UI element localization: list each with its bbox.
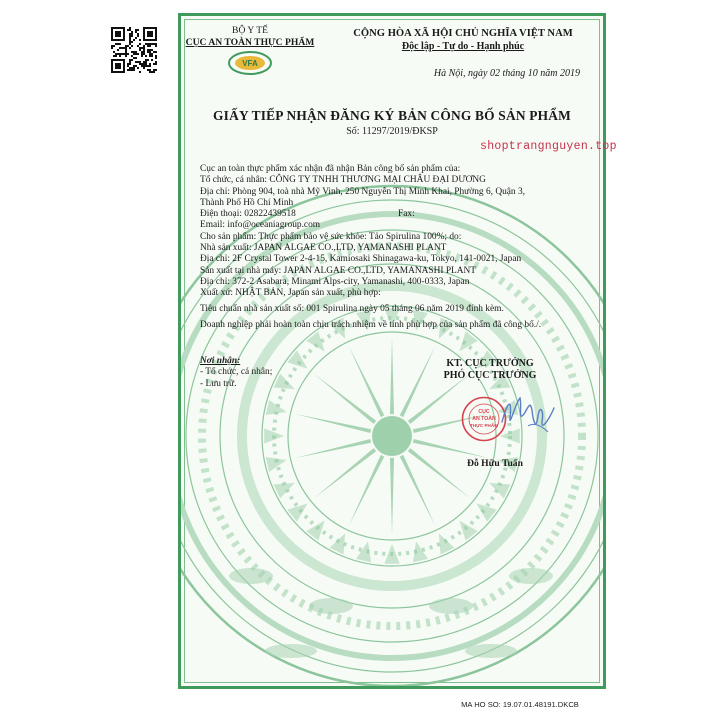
body-line: Cục an toàn thực phẩm xác nhận đã nhận Bản công bố sản phẩm của: <box>200 164 461 174</box>
stamp-text-2: AN TOÀN <box>472 416 496 422</box>
signatory-line-1: KT. CỤC TRƯỞNG <box>446 358 534 369</box>
recipients-heading: Nơi nhận: <box>200 356 241 366</box>
watermark-text: shoptrangnguyen.top <box>480 140 617 153</box>
vfa-logo-text: VFA <box>242 59 258 68</box>
document-body <box>200 164 596 331</box>
body-line: Nhà sản xuất: JAPAN ALGAE CO.,LTD, YAMANASHI PLANT <box>200 243 447 254</box>
stamp-text-3: THỰC PHẨM <box>469 423 499 428</box>
signatory-title <box>420 358 560 382</box>
recipients-block <box>200 356 272 390</box>
body-line: Sản xuất tại nhà máy: JAPAN ALGAE CO.,LTD, YAMANASHI PLANT <box>200 265 477 276</box>
recipient-item: - Tổ chức, cá nhân; <box>200 367 273 378</box>
qr-code <box>111 27 157 73</box>
body-line: Địa chỉ: Phòng 904, toà nhà Mỹ Vinh, 250 Nguyễn Thị Minh Khai, Phường 6, Quận 3, <box>200 186 525 197</box>
national-motto: Độc lập - Tự do - Hạnh phúc <box>401 41 525 52</box>
national-title: CỘNG HÒA XÃ HỘI CHỦ NGHĨA VIỆT NAM <box>353 28 573 39</box>
body-line: Tiêu chuẩn nhà sản xuất số: 001 Spirulina ngày 05 tháng 06 năm 2019 đính kèm. <box>200 303 504 314</box>
issue-date: Hà Nội, ngày 02 tháng 10 năm 2019 <box>433 68 580 79</box>
vfa-logo <box>227 50 273 76</box>
contact-line <box>200 209 596 220</box>
file-code-footer: MA HO SO: 19.07.01.48191.DKCB <box>461 700 579 709</box>
body-line: Địa chỉ: 2F Crystal Tower 2-4-15, Kamiosaki Shinagawa-ku, Tokyo, 141-0021, Japan <box>200 254 522 265</box>
ministry-name: BỘ Y TẾ <box>232 25 268 36</box>
email-text: Email: info@oceaniagroup.com <box>200 220 321 231</box>
national-header <box>328 27 598 53</box>
body-line: Tổ chức, cá nhân: CÔNG TY TNHH THƯƠNG MẠI CHÂU ĐẠI DƯƠNG <box>200 175 486 186</box>
stamp-text-1: CỤC <box>478 409 490 415</box>
body-line: Xuất xứ: NHẬT BẢN, Japan sản xuất, phù hợp: <box>200 288 381 299</box>
issuer-header <box>180 25 320 80</box>
body-line: Cho sản phẩm: Thực phẩm bảo vệ sức khỏe: Tảo Spirulina 100%; do: <box>200 231 462 242</box>
body-line: Doanh nghiệp phải hoàn toàn chịu trách nhiệm về tính phù hợp của sản phẩm đã công bố./. <box>200 319 542 330</box>
body-line: Địa chỉ: 372-2 Asabara, Minami Alps-city, Yamanashi, 400-0333, Japan <box>200 276 470 287</box>
body-line: Thành Phố Hồ Chí Minh <box>200 197 294 208</box>
fax-text: Fax: <box>398 209 415 220</box>
document-title: GIẤY TIẾP NHẬN ĐĂNG KÝ BẢN CÔNG BỐ SẢN PHẨM <box>213 108 571 123</box>
signer-name: Đỗ Hữu Tuấn <box>467 458 523 469</box>
handwritten-signature <box>498 392 560 442</box>
recipient-item: - Lưu trữ. <box>200 378 237 389</box>
document-number: Số: 11297/2019/ĐKSP <box>346 126 438 137</box>
agency-name: CỤC AN TOÀN THỰC PHẨM <box>185 37 315 48</box>
signatory-line-2: PHÓ CỤC TRƯỞNG <box>443 370 537 381</box>
phone-text: Điện thoại: 02822439518 <box>200 209 296 220</box>
